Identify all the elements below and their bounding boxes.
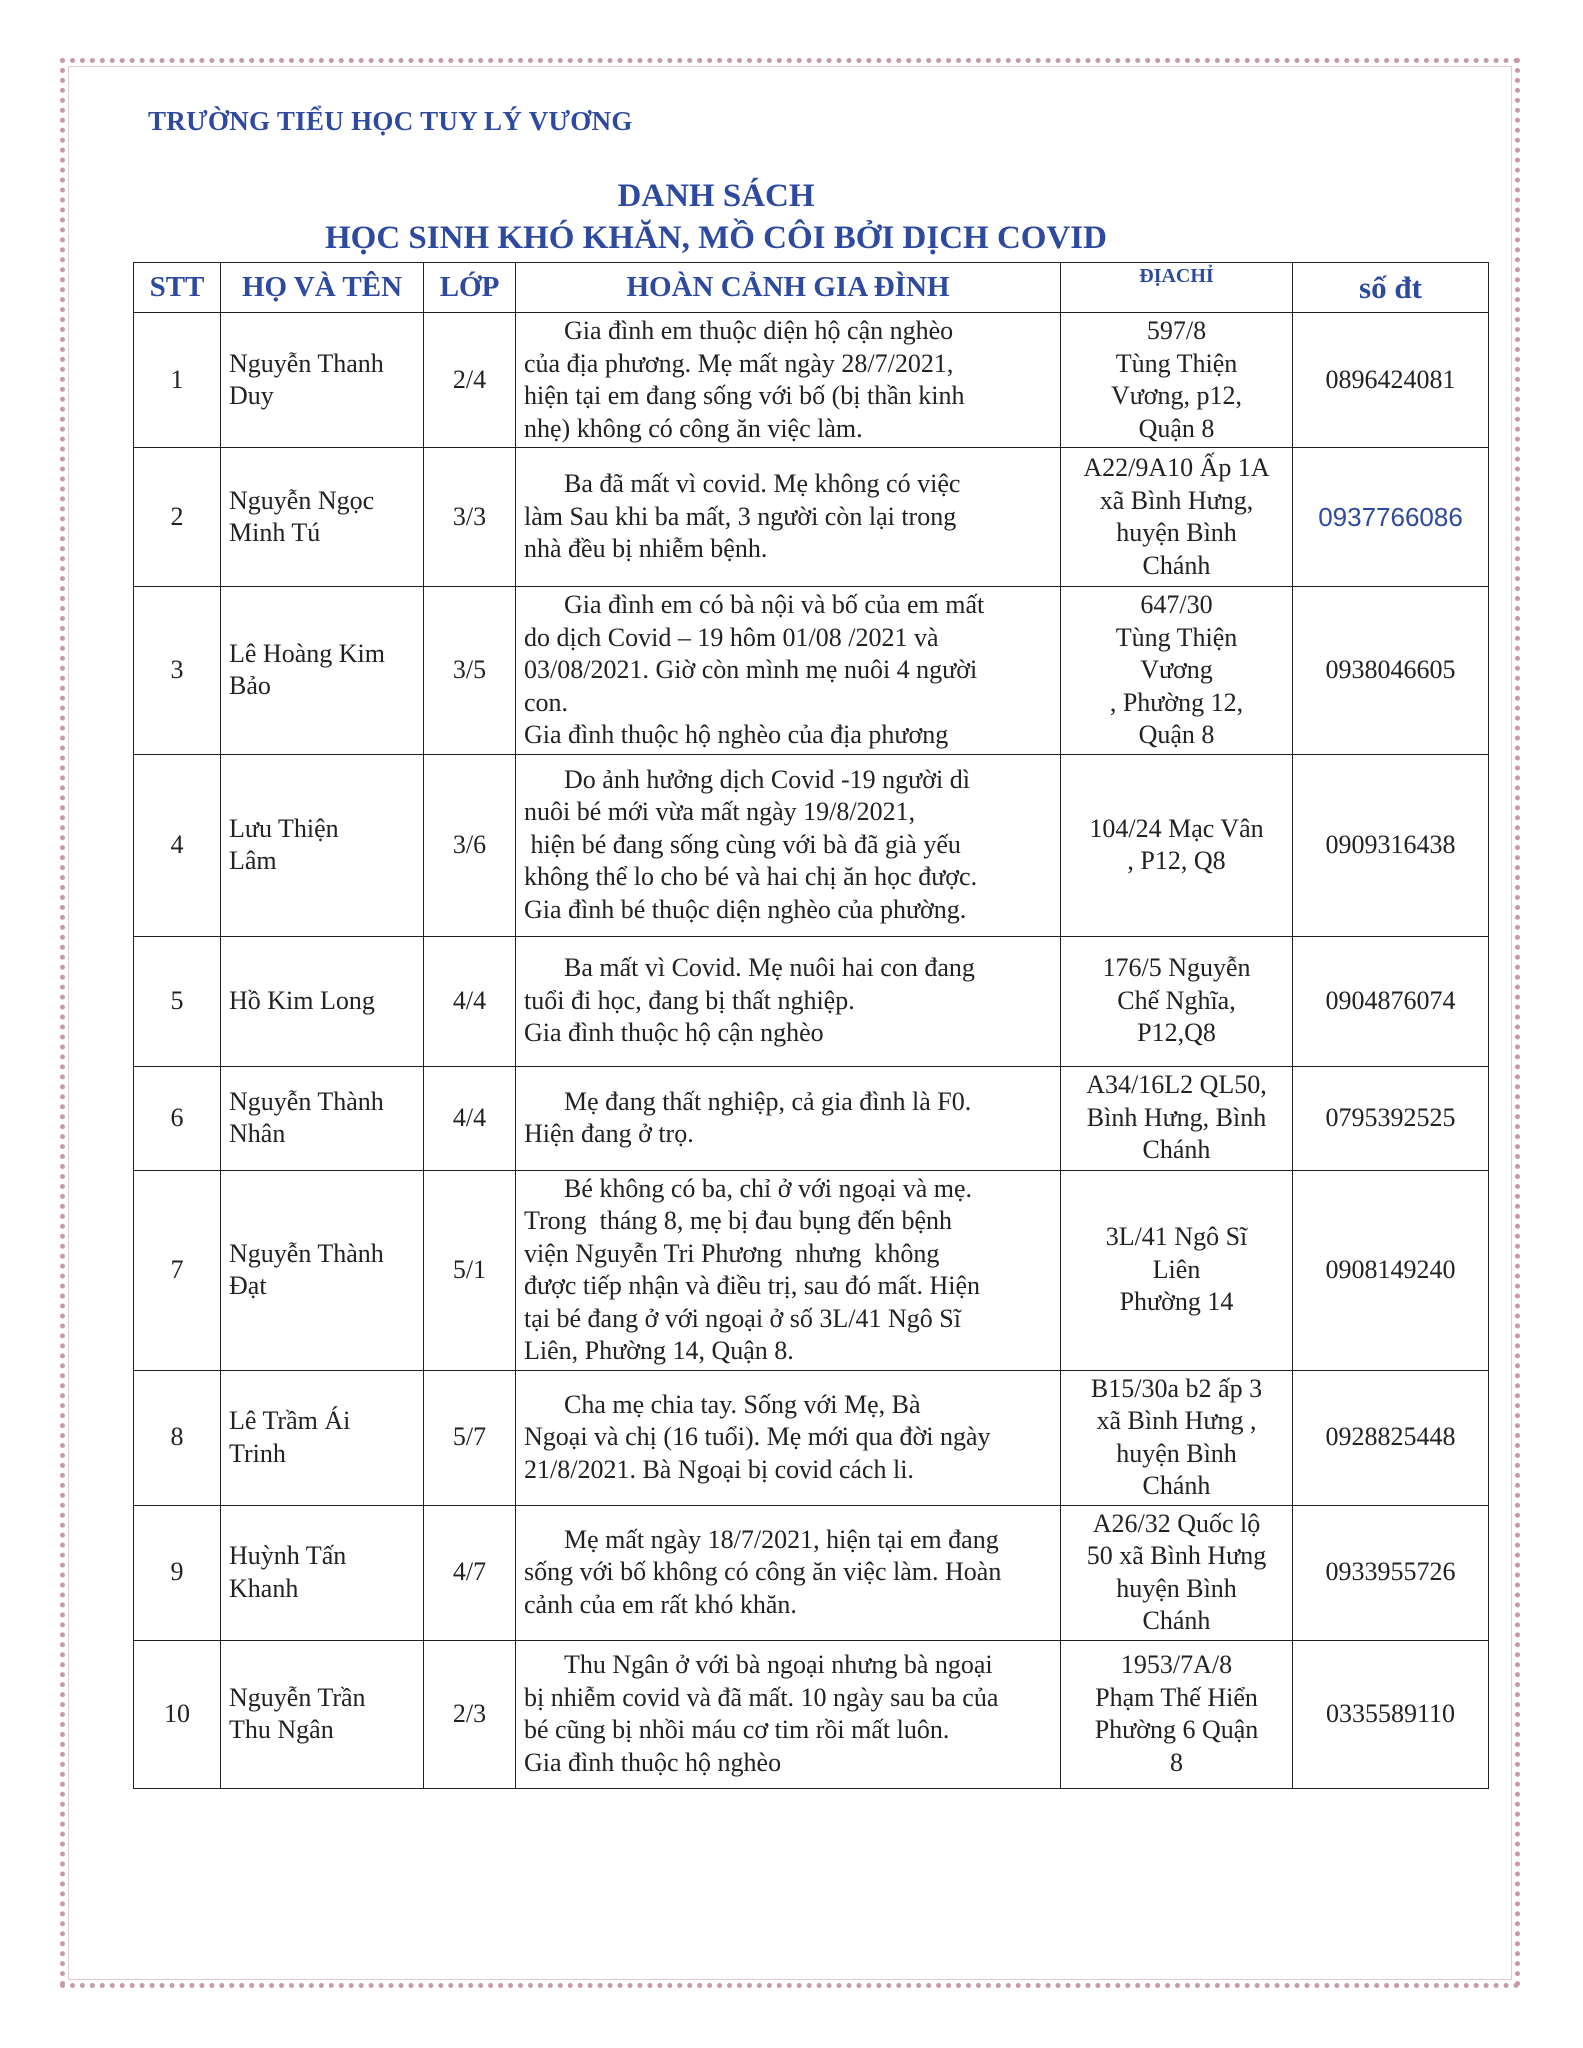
address-line: 1953/7A/8 [1120, 1650, 1233, 1679]
cell-class: 3/3 [424, 448, 516, 587]
table-row [134, 754, 1489, 936]
cell-address [1061, 1170, 1293, 1370]
student-list-table [133, 262, 1489, 1789]
cell-stt: 5 [134, 936, 221, 1066]
cell-phone: 0909316438 [1293, 754, 1489, 936]
address-line: Chánh [1142, 1471, 1211, 1500]
address-line: 597/8 [1146, 316, 1207, 345]
address-line: Tùng Thiện [1115, 622, 1238, 652]
student-name-line: Khanh [229, 1573, 299, 1603]
cell-circumstance [516, 936, 1061, 1066]
address-line: Chánh [1142, 1135, 1211, 1165]
cell-address [1061, 587, 1293, 755]
circumstance-line: cảnh của em rất khó khăn. [524, 1589, 797, 1619]
cell-address [1061, 1505, 1293, 1640]
cell-address [1061, 313, 1293, 448]
circumstance-line: hiện tại em đang sống với bố (bị thần kinh [524, 381, 965, 410]
circumstance-line: Ngoại và chị (16 tuổi). Mẹ mới qua đời ngày [524, 1422, 991, 1452]
cell-student-name [221, 1640, 424, 1788]
cell-class: 2/4 [424, 313, 516, 448]
circumstance-line: con. [524, 687, 569, 717]
header-address: ĐỊACHỈ [1061, 263, 1293, 313]
cell-address [1061, 448, 1293, 587]
cell-class: 5/1 [424, 1170, 516, 1370]
address-line: 104/24 Mạc Vân [1089, 813, 1264, 843]
cell-circumstance [516, 587, 1061, 755]
cell-stt: 4 [134, 754, 221, 936]
student-name-line: Lưu Thiện [229, 813, 339, 843]
table-row [134, 936, 1489, 1066]
circumstance-line: Ba mất vì Covid. Mẹ nuôi hai con đang [564, 953, 975, 983]
cell-stt: 6 [134, 1066, 221, 1170]
student-name-line: Minh Tú [229, 518, 321, 547]
table-row [134, 313, 1489, 448]
address-line: 647/30 [1140, 590, 1213, 619]
cell-address [1061, 1066, 1293, 1170]
circumstance-line: Liên, Phường 14, Quận 8. [524, 1336, 794, 1365]
student-name-line: Trinh [229, 1438, 286, 1468]
cell-stt: 10 [134, 1640, 221, 1788]
cell-phone: 0896424081 [1293, 313, 1489, 448]
table-row [134, 1370, 1489, 1505]
student-name-line: Bảo [229, 671, 271, 701]
circumstance-line: Mẹ đang thất nghiệp, cả gia đình là F0. [564, 1086, 972, 1116]
address-line: Vương, p12, [1110, 381, 1243, 410]
cell-circumstance [516, 313, 1061, 448]
document-subtitle: HỌC SINH KHÓ KHĂN, MỒ CÔI BỞI DỊCH COVID [325, 220, 1107, 256]
address-line: 8 [1170, 1747, 1183, 1777]
cell-phone: 0928825448 [1293, 1370, 1489, 1505]
cell-student-name [221, 754, 424, 936]
student-name-line: Thu Ngân [229, 1715, 334, 1744]
student-name-line: Lâm [229, 846, 277, 875]
cell-phone: 0335589110 [1293, 1640, 1489, 1788]
student-name-line: Hồ Kim Long [229, 985, 375, 1015]
address-line: , Phường 12, [1109, 687, 1244, 717]
cell-stt: 1 [134, 313, 221, 448]
address-line: A34/16L2 QL50, [1086, 1070, 1267, 1100]
circumstance-line: Ba đã mất vì covid. Mẹ không có việc [564, 469, 961, 499]
student-name-line: Đạt [229, 1271, 267, 1300]
student-name-line: Lê Trầm Ái [229, 1406, 351, 1435]
address-line: A22/9A10 Ấp 1A [1083, 453, 1270, 482]
cell-class: 3/6 [424, 754, 516, 936]
cell-circumstance [516, 1505, 1061, 1640]
circumstance-line: do dịch Covid – 19 hôm 01/08 /2021 và [524, 622, 939, 652]
student-name-line: Nhân [229, 1119, 286, 1148]
cell-phone: 0904876074 [1293, 936, 1489, 1066]
student-name-line: Huỳnh Tấn [229, 1541, 347, 1570]
circumstance-line: 03/08/2021. Giờ còn mình mẹ nuôi 4 người [524, 655, 978, 684]
address-line: 50 xã Bình Hưng [1086, 1541, 1267, 1570]
address-line: huyện Bình [1116, 518, 1237, 547]
cell-circumstance [516, 1370, 1061, 1505]
cell-address [1061, 936, 1293, 1066]
circumstance-line: 21/8/2021. Bà Ngoại bị covid cách li. [524, 1454, 914, 1484]
header-stt: STT [134, 263, 221, 313]
address-line: Chánh [1142, 1606, 1211, 1635]
table-row [134, 448, 1489, 587]
cell-stt: 7 [134, 1170, 221, 1370]
address-line: Bình Hưng, Bình [1086, 1102, 1267, 1132]
cell-class: 3/5 [424, 587, 516, 755]
circumstance-line: tuổi đi học, đang bị thất nghiệp. [524, 985, 855, 1015]
circumstance-line: của địa phương. Mẹ mất ngày 28/7/2021, [524, 348, 954, 378]
circumstance-line: Mẹ mất ngày 18/7/2021, hiện tại em đang [564, 1524, 999, 1554]
cell-student-name [221, 1370, 424, 1505]
cell-circumstance [516, 1066, 1061, 1170]
header-name: HỌ VÀ TÊN [221, 263, 424, 313]
circumstance-line: Gia đình thuộc hộ nghèo của địa phương [524, 720, 949, 749]
circumstance-line: Cha mẹ chia tay. Sống với Mẹ, Bà [564, 1389, 921, 1419]
cell-stt: 9 [134, 1505, 221, 1640]
circumstance-line: bé cũng bị nhồi máu cơ tim rồi mất luôn. [524, 1715, 950, 1744]
circumstance-line: Gia đình em thuộc diện hộ cận nghèo [564, 316, 954, 345]
circumstance-line: Gia đình em có bà nội và bố của em mất [564, 590, 985, 619]
address-line: P12,Q8 [1137, 1018, 1216, 1048]
cell-student-name [221, 1505, 424, 1640]
address-line: Tùng Thiện [1115, 348, 1238, 378]
cell-class: 4/7 [424, 1505, 516, 1640]
header-circumstance: HOÀN CẢNH GIA ĐÌNH [516, 263, 1061, 313]
circumstance-line: được tiếp nhận và điều trị, sau đó mất. Hiện [524, 1271, 981, 1300]
cell-stt: 2 [134, 448, 221, 587]
circumstance-line: Bé không có ba, chỉ ở với ngoại và mẹ. [564, 1173, 973, 1203]
cell-class: 4/4 [424, 1066, 516, 1170]
address-line: 176/5 Nguyễn [1102, 953, 1251, 983]
circumstance-line: viện Nguyễn Tri Phương nhưng không [524, 1238, 940, 1268]
address-line: Chánh [1142, 550, 1211, 580]
cell-circumstance [516, 1170, 1061, 1370]
cell-student-name [221, 448, 424, 587]
address-line: Chế Nghĩa, [1117, 985, 1236, 1015]
student-name-line: Duy [229, 381, 274, 410]
table-header-row [134, 263, 1489, 313]
address-line: Phường 14 [1119, 1287, 1234, 1317]
circumstance-line: nhà đều bị nhiễm bệnh. [524, 534, 768, 564]
circumstance-line: sống với bố không có công ăn việc làm. Hoàn [524, 1557, 1002, 1587]
circumstance-line: làm Sau khi ba mất, 3 người còn lại trong [524, 501, 957, 531]
circumstance-line: Gia đình thuộc hộ nghèo [524, 1747, 782, 1777]
circumstance-line: nuôi bé mới vừa mất ngày 19/8/2021, [524, 797, 916, 827]
cell-phone: 0938046605 [1293, 587, 1489, 755]
circumstance-line: Thu Ngân ở với bà ngoại nhưng bà ngoại [564, 1650, 993, 1679]
cell-circumstance [516, 754, 1061, 936]
circumstance-line: Trong tháng 8, mẹ bị đau bụng đến bệnh [524, 1206, 952, 1235]
student-name-line: Nguyễn Thanh [229, 348, 384, 378]
document-title: DANH SÁCH [617, 178, 815, 214]
address-line: huyện Bình [1116, 1438, 1237, 1468]
cell-student-name [221, 936, 424, 1066]
school-name: TRƯỜNG TIỂU HỌC TUY LÝ VƯƠNG [148, 106, 633, 136]
cell-stt: 3 [134, 587, 221, 755]
circumstance-line: bị nhiễm covid và đã mất. 10 ngày sau ba của [524, 1682, 999, 1712]
student-name-line: Nguyễn Thành [229, 1238, 384, 1268]
address-line: Phường 6 Quận [1094, 1715, 1259, 1744]
address-line: B15/30a b2 ấp 3 [1090, 1373, 1263, 1403]
cell-class: 2/3 [424, 1640, 516, 1788]
student-name-line: Lê Hoàng Kim [229, 638, 385, 668]
address-line: Liên [1152, 1254, 1201, 1284]
table-row [134, 1066, 1489, 1170]
circumstance-line: Gia đình bé thuộc diện nghèo của phường. [524, 894, 967, 924]
cell-address [1061, 1640, 1293, 1788]
address-line: 3L/41 Ngô Sĩ [1105, 1222, 1248, 1252]
table-row [134, 1170, 1489, 1370]
cell-phone: 0908149240 [1293, 1170, 1489, 1370]
table-row [134, 1640, 1489, 1788]
circumstance-line: Hiện đang ở trọ. [524, 1119, 694, 1148]
cell-student-name [221, 587, 424, 755]
circumstance-line: Gia đình thuộc hộ cận nghèo [524, 1018, 824, 1048]
circumstance-line: Do ảnh hưởng dịch Covid -19 người dì [564, 764, 970, 794]
table-row [134, 1505, 1489, 1640]
cell-stt: 8 [134, 1370, 221, 1505]
address-line: Phạm Thế Hiển [1095, 1682, 1258, 1712]
student-name-line: Nguyễn Thành [229, 1086, 384, 1116]
cell-circumstance [516, 448, 1061, 587]
student-name-line: Nguyễn Trần [229, 1682, 366, 1712]
address-line: Quận 8 [1138, 413, 1215, 443]
address-line: A26/32 Quốc lộ [1092, 1508, 1261, 1538]
circumstance-line: không thể lo cho bé và hai chị ăn học được. [524, 862, 978, 892]
cell-class: 5/7 [424, 1370, 516, 1505]
cell-address [1061, 754, 1293, 936]
header-class: LỚP [424, 263, 516, 313]
cell-class: 4/4 [424, 936, 516, 1066]
cell-phone: 0933955726 [1293, 1505, 1489, 1640]
circumstance-line: nhẹ) không có công ăn việc làm. [524, 413, 863, 443]
cell-phone: 0937766086 [1293, 448, 1489, 587]
address-line: , P12, Q8 [1127, 846, 1226, 875]
cell-address [1061, 1370, 1293, 1505]
address-line: Quận 8 [1138, 720, 1215, 749]
address-line: xã Bình Hưng, [1099, 485, 1254, 515]
circumstance-line: hiện bé đang sống cùng với bà đã già yếu [524, 829, 961, 859]
circumstance-line: tại bé đang ở với ngoại ở số 3L/41 Ngô Sĩ [524, 1303, 961, 1333]
cell-phone: 0795392525 [1293, 1066, 1489, 1170]
cell-student-name [221, 1066, 424, 1170]
cell-circumstance [516, 1640, 1061, 1788]
student-name-line: Nguyễn Ngọc [229, 485, 375, 515]
cell-student-name [221, 1170, 424, 1370]
cell-student-name [221, 313, 424, 448]
address-line: Vương [1140, 655, 1213, 684]
address-line: xã Bình Hưng , [1096, 1406, 1257, 1435]
table-row [134, 587, 1489, 755]
header-phone: số đt [1293, 263, 1489, 313]
address-line: huyện Bình [1116, 1573, 1237, 1603]
